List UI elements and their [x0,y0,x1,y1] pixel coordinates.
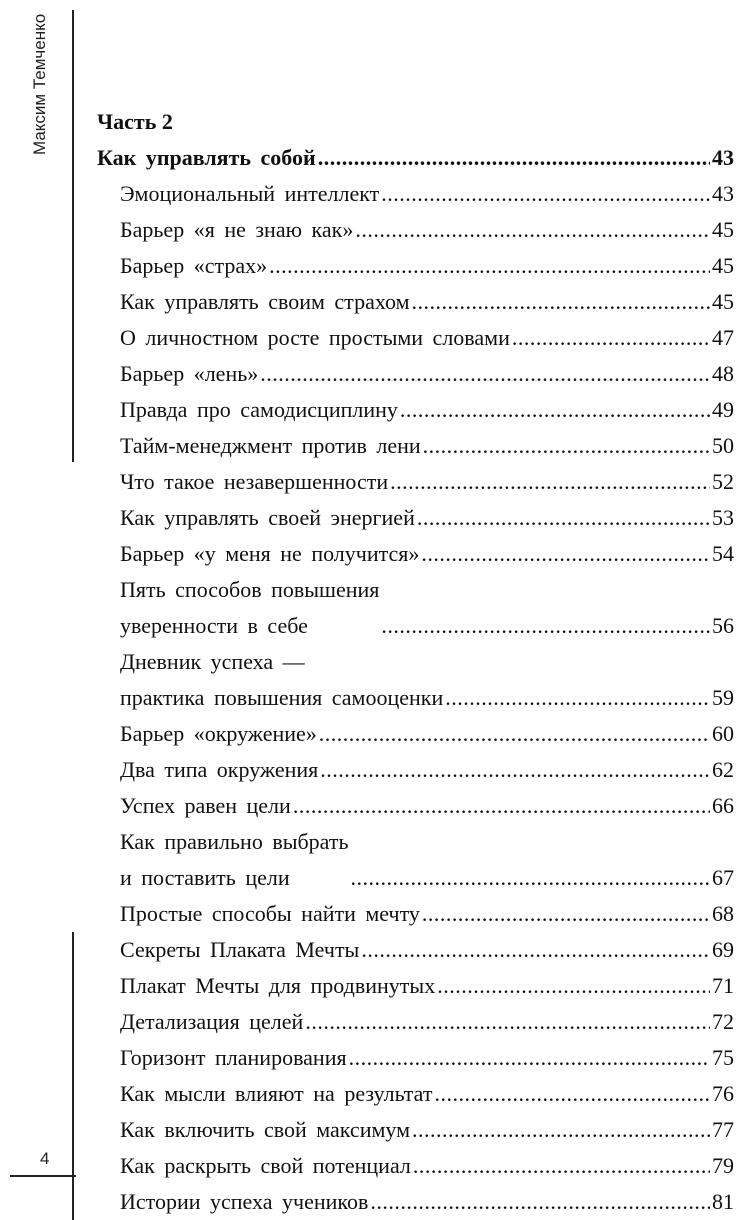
toc-entry-title-line: Дневник успеха — [120,649,305,674]
toc-entry-title: Простые способы найти мечту [120,901,420,926]
toc-entry-page: 54 [712,541,734,566]
toc-entry-title [120,824,349,896]
toc-entry-page: 43 [712,181,734,206]
table-of-contents [97,104,734,1220]
toc-entry[interactable] [97,212,734,248]
toc-entry-page: 76 [712,1081,734,1106]
dot-leader [445,680,710,716]
toc-entry-title [120,572,379,644]
toc-chapter-entry[interactable] [97,140,734,176]
toc-entry[interactable] [97,464,734,500]
toc-entry-title-line: Как правильно выбрать [120,829,349,854]
toc-entry[interactable] [97,896,734,932]
dot-leader [293,788,710,824]
toc-entry[interactable] [97,716,734,752]
toc-chapter-title: Как управлять собой [97,145,316,170]
dot-leader [512,320,710,356]
toc-entry-page: 66 [712,793,734,818]
toc-entry-page: 49 [712,397,734,422]
toc-entry[interactable] [97,968,734,1004]
toc-entry[interactable] [97,1184,734,1220]
toc-entry-title: Два типа окружения [120,757,319,782]
toc-entry-list [97,176,734,1220]
toc-entry-title: Как мысли влияют на результат [120,1081,433,1106]
dot-leader [434,1076,710,1112]
dot-leader [422,896,710,932]
toc-entry-title-line: Пять способов повышения [120,577,380,602]
dot-leader [319,716,710,752]
toc-entry-title [120,644,443,716]
toc-entry-title-line: и поставить цели [120,865,290,890]
dot-leader [381,608,710,644]
toc-entry-page: 79 [712,1153,734,1178]
dot-leader [423,428,710,464]
toc-entry-title: Плакат Мечты для продвинутых [120,973,436,998]
toc-entry-title: Как управлять своей энергией [120,505,415,530]
dot-leader [417,500,710,536]
toc-entry-title: Истории успеха учеников [120,1189,369,1214]
dot-leader [437,968,710,1004]
toc-entry[interactable] [97,752,734,788]
dot-leader [412,1112,710,1148]
toc-entry-title: Успех равен цели [120,793,291,818]
toc-entry-title: Тайм-менеджмент против лени [120,433,421,458]
toc-entry-page: 62 [712,757,734,782]
dot-leader [370,1184,710,1220]
author-name: Максим Темченко [30,13,49,155]
toc-entry[interactable] [97,572,734,644]
dot-leader [318,140,710,176]
toc-entry-title: Секреты Плаката Мечты [120,937,360,962]
toc-chapter-page: 43 [712,145,734,170]
toc-entry-page: 53 [712,505,734,530]
toc-entry[interactable] [97,284,734,320]
toc-entry-page: 77 [712,1117,734,1142]
dot-leader [413,1148,710,1184]
toc-entry-page: 60 [712,721,734,746]
dot-leader [355,212,710,248]
toc-entry-page: 56 [712,613,734,638]
toc-entry[interactable] [97,788,734,824]
dot-leader [260,356,710,392]
toc-entry-page: 50 [712,433,734,458]
toc-entry-title: Эмоциональный интеллект [120,181,380,206]
toc-entry-title: Барьер «лень» [120,361,259,386]
dot-leader [305,1004,710,1040]
dot-leader [381,176,710,212]
toc-entry-page: 47 [712,325,734,350]
toc-entry[interactable] [97,500,734,536]
toc-entry-page: 67 [712,865,734,890]
toc-entry-title: Детализация целей [120,1009,304,1034]
toc-entry[interactable] [97,1112,734,1148]
toc-entry-title: Горизонт планирования [120,1045,347,1070]
page-number: 4 [40,1149,50,1168]
toc-entry-title: Как управлять своим страхом [120,289,410,314]
toc-entry-title: Как включить свой максимум [120,1117,411,1142]
page-number-rule [10,1175,76,1177]
toc-entry-page: 45 [712,217,734,242]
toc-entry-title: Барьер «у меня не получится» [120,541,420,566]
toc-entry[interactable] [97,1004,734,1040]
dot-leader [400,392,710,428]
toc-entry-title: О личностном росте простыми словами [120,325,510,350]
toc-entry-title: Барьер «страх» [120,253,268,278]
toc-entry-page: 72 [712,1009,734,1034]
toc-entry-page: 59 [712,685,734,710]
dot-leader [269,248,710,284]
toc-entry-page: 75 [712,1045,734,1070]
dot-leader [361,932,710,968]
toc-entry[interactable] [97,1040,734,1076]
toc-entry-page: 45 [712,289,734,314]
toc-entry[interactable] [97,392,734,428]
toc-entry[interactable] [97,248,734,284]
dot-leader [412,284,711,320]
toc-entry[interactable] [97,1148,734,1184]
toc-entry-title-line: практика повышения самооценки [120,685,444,710]
toc-entry[interactable] [97,536,734,572]
toc-entry-page: 48 [712,361,734,386]
toc-entry[interactable] [97,1076,734,1112]
toc-entry-page: 81 [712,1189,734,1214]
dot-leader [349,1040,710,1076]
toc-entry-title: Что такое незавершенности [120,469,389,494]
toc-entry-title: Правда про самодисциплину [120,397,398,422]
dot-leader [390,464,710,500]
dot-leader [351,860,710,896]
toc-entry-page: 68 [712,901,734,926]
toc-entry-title: Как раскрыть свой потенциал [120,1153,411,1178]
dot-leader [320,752,710,788]
toc-entry[interactable] [97,428,734,464]
toc-entry-page: 45 [712,253,734,278]
margin-rule-top [72,10,74,462]
toc-entry[interactable] [97,644,734,716]
dot-leader [421,536,710,572]
toc-entry-title: Барьер «я не знаю как» [120,217,354,242]
toc-entry[interactable] [97,320,734,356]
toc-entry-title-line: уверенности в себе [120,613,308,638]
part-title: Часть 2 [97,109,173,134]
toc-entry-page: 52 [712,469,734,494]
toc-entry-page: 69 [712,937,734,962]
toc-entry-title: Барьер «окружение» [120,721,317,746]
toc-entry[interactable] [97,824,734,896]
toc-entry-page: 71 [712,973,734,998]
toc-entry[interactable] [97,932,734,968]
toc-entry[interactable] [97,176,734,212]
toc-entry[interactable] [97,356,734,392]
